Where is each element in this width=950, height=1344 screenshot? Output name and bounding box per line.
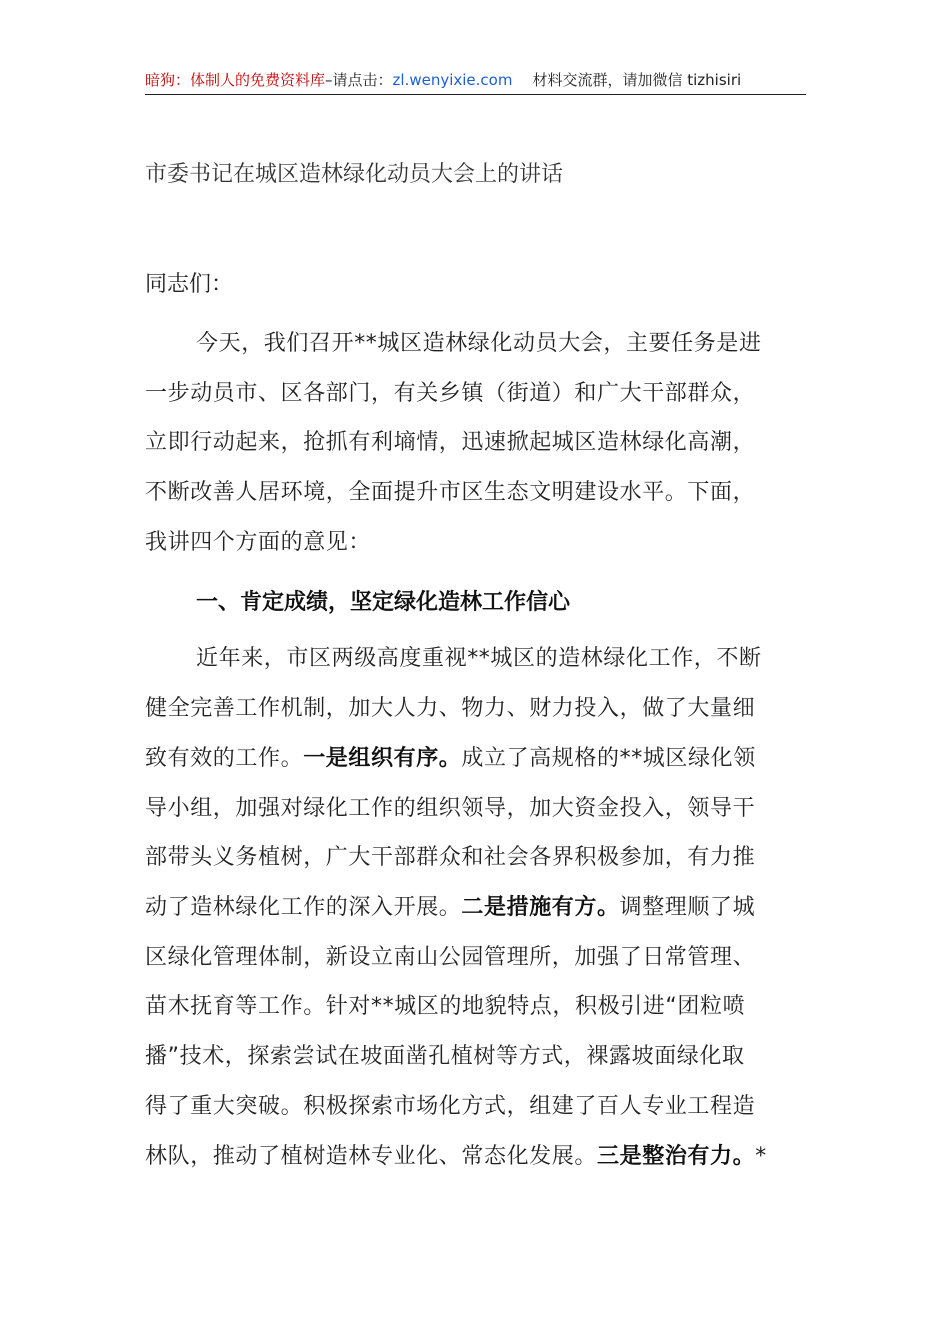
source-label: 暗狗：体制人的免费资料库 (145, 71, 326, 89)
text-line: 部带头义务植树，广大干部群众和社会各界积极参加，有力推 (145, 845, 756, 870)
text-line: 近年来，市区两级高度重视**城区的造林绿化工作，不断 (196, 646, 762, 671)
page-header (145, 66, 806, 95)
bold-point-3: 三是整治有力。 (597, 1144, 756, 1169)
text-line: 苗木抚育等工作。针对**城区的地貌特点，积极引进“团粒喷 (145, 994, 746, 1019)
bold-point-1: 一是组织有序。 (303, 746, 462, 771)
bold-point-2: 二是措施有方。 (461, 895, 620, 920)
text-line: 导小组，加强对绿化工作的组织领导，加大资金投入，领导干 (145, 796, 756, 821)
section-heading-1: 一、肯定成绩，坚定绿化造林工作信心 (196, 590, 571, 615)
text-line: 播”技术，探索尝试在坡面凿孔植树等方式，裸露坡面绿化取 (145, 1044, 745, 1069)
text-line: 健全完善工作机制，加大人力、物力、财力投入，做了大量细 (145, 696, 756, 721)
text-line: 林队，推动了植树造林专业化、常态化发展。三是整治有力。* (145, 1144, 767, 1169)
click-prompt: –请点击： (325, 71, 393, 89)
text-line: 一步动员市、区各部门，有关乡镇（街道）和广大干部群众， (145, 381, 756, 406)
text-line: 我讲四个方面的意见： (145, 530, 372, 555)
text-line: 今天，我们召开**城区造林绿化动员大会，主要任务是进 (196, 331, 762, 356)
text-line: 动了造林绿化工作的深入开展。二是措施有方。调整理顺了城 (145, 895, 756, 920)
text-line: 致有效的工作。一是组织有序。成立了高规格的**城区绿化领 (145, 746, 756, 771)
wechat-group-note: 材料交流群，请加微信 tizhisiri (532, 71, 742, 89)
document-title: 市委书记在城区造林绿化动员大会上的讲话 (145, 162, 564, 187)
text-line: 得了重大突破。积极探索市场化方式，组建了百人专业工程造 (145, 1094, 756, 1119)
text-line: 立即行动起来，抢抓有利墒情，迅速掀起城区造林绿化高潮， (145, 430, 756, 455)
text-line: 不断改善人居环境，全面提升市区生态文明建设水平。下面， (145, 480, 756, 505)
source-link[interactable]: zl.wenyixie.com (392, 71, 513, 89)
greeting: 同志们： (145, 272, 234, 297)
text-line: 区绿化管理体制，新设立南山公园管理所，加强了日常管理、 (145, 945, 756, 970)
